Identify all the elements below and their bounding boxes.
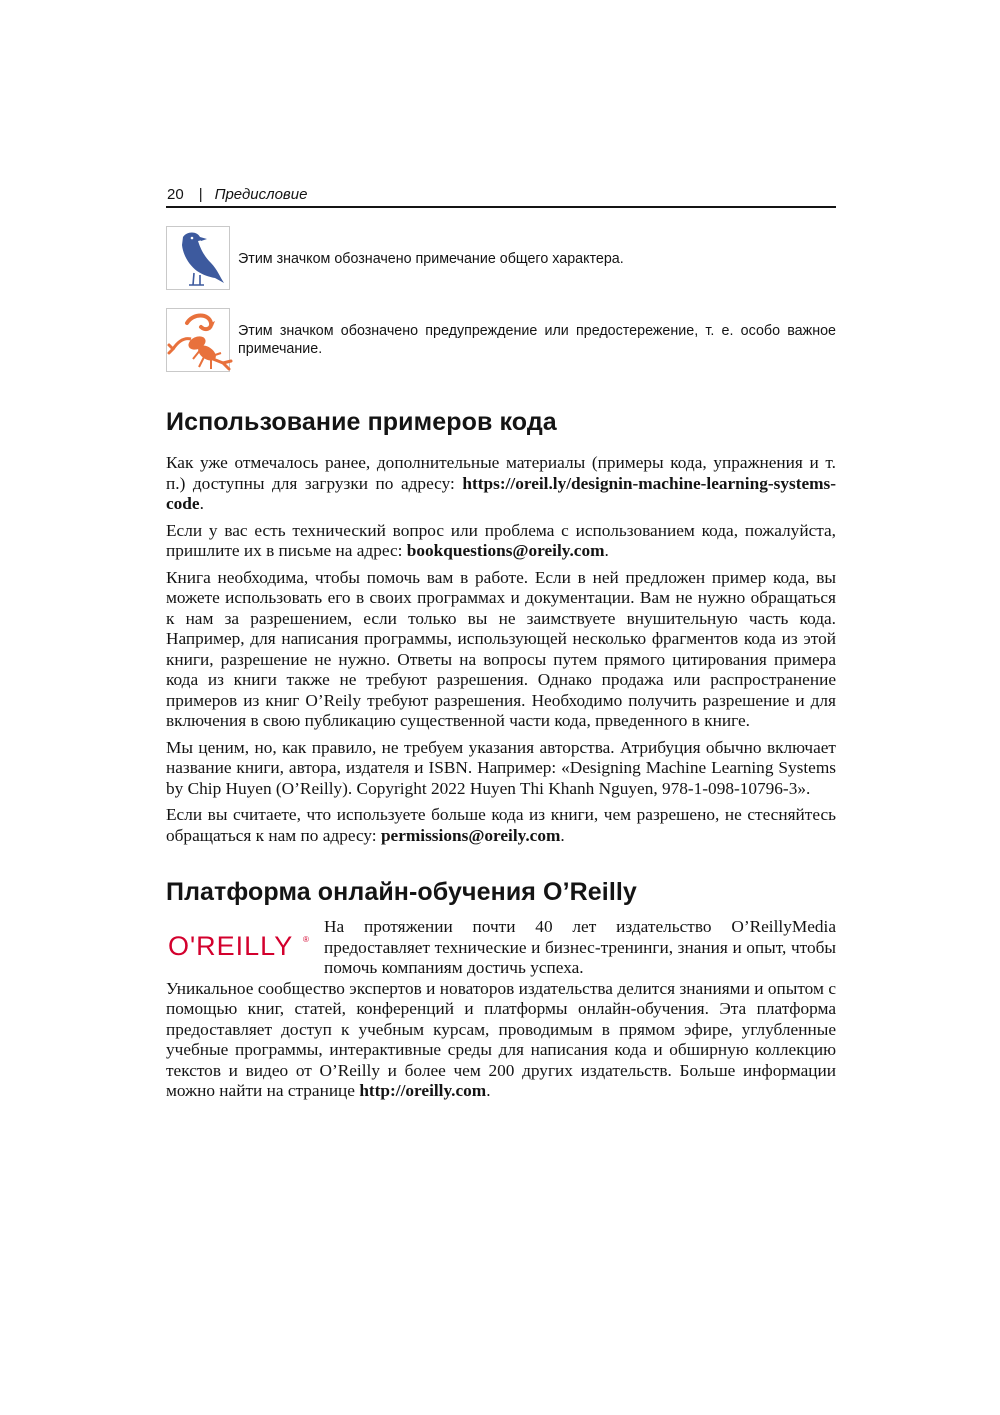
section-heading-code-examples: Использование примеров кода — [166, 408, 557, 436]
paragraph-platform-intro: На протяжении почти 40 лет издательство O’ReillyMedia предоставляет технические и бизнес-тренинги, знания и опыт, чтобы помочь компаниям достичь успеха. — [324, 917, 836, 977]
warning-text: Этим значком обозначено предупреждение или предостережение, т. е. особо важное примечание. — [238, 323, 836, 357]
running-head-separator: | — [198, 186, 203, 203]
platform-section-body — [166, 917, 836, 1102]
note-callout — [166, 226, 836, 290]
running-head — [166, 186, 836, 208]
paragraph-attribution: Мы ценим, но, как правило, не требуем указания авторства. Атрибуция обычно включает название книги, автора, издателя и ISBN. Например: «Designing Machine Learning Systems by Chip Huyen (O’Reilly). Copyright 2022 Huyen Thi Khanh Nguyen, 978-1-098-10796-3». — [166, 737, 836, 798]
code-download-link[interactable]: https://oreil.ly/designin-machine-learning-systems-code — [166, 473, 836, 513]
bookquestions-email[interactable]: bookquestions@oreily.com — [406, 541, 605, 560]
oreilly-site-link[interactable]: http://oreilly.com — [359, 1081, 487, 1100]
running-head-title: Предисловие — [214, 186, 308, 203]
paragraph-platform-details: Уникальное сообщество экспертов и новаторов издательства делится знаниями и опытом с помощью книг, статей, конференций и платформы онлайн-обучения. Эта платформа предоставляет доступ к учебным курсам, проводимым в прямом эфире, углубленные учебные программы, интерактивные среды для написания кода и обширную коллекцию текстов и видео от O’Reilly и более чем 200 других издательств. Больше информации можно найти на странице http://oreilly.com. — [166, 978, 836, 1100]
warning-callout — [166, 308, 836, 372]
section-heading-platform: Платформа онлайн-обучения O’Reilly — [166, 878, 637, 906]
paragraph-questions: Если у вас есть технический вопрос или проблема с использованием кода, пожалуйста, пришлите их в письме на адрес: bookquestions@oreily.com. — [166, 520, 836, 560]
page-number: 20 — [167, 186, 184, 203]
registered-mark: ® — [303, 935, 309, 944]
note-text: Этим значком обозначено примечание общего характера. — [238, 251, 624, 267]
paragraph-contact: Если вы считаете, что используете больше кода из книги, чем разрешено, не стесняйтесь обращаться к нам по адресу: permissions@oreily.com. — [166, 805, 836, 845]
book-page — [166, 186, 836, 1102]
scorpion-icon — [166, 308, 230, 372]
permissions-email[interactable]: permissions@oreily.com — [380, 825, 561, 845]
bird-icon — [166, 226, 230, 290]
oreilly-logo-wordmark: O'REILLY — [168, 931, 294, 961]
oreilly-logo — [166, 919, 312, 975]
paragraph-permissions: Книга необходима, чтобы помочь вам в работе. Если в ней предложен пример кода, вы можете использовать его в своих программах и документации. Вам не нужно обращаться к нам за разрешением, если только вы не заимствуете внушительную часть кода. Например, для написания программы, использующей несколько фрагментов кода из этой книги, разрешение не нужно. Ответы на вопросы путем прямого цитирования примера кода из книги также не требуют разрешения. Однако продажа или распространение примеров из книг O’Reily требуют разрешения. Необходимо получить разрешение и для включения в свою публикацию существенной части кода, прведенного в книге. — [166, 567, 836, 730]
paragraph-downloads: Как уже отмечалось ранее, дополнительные материалы (примеры кода, упражнения и т. п.) доступны для загрузки по адресу: https://oreil.ly/designin-machine-learning-systems-code. — [166, 453, 836, 513]
